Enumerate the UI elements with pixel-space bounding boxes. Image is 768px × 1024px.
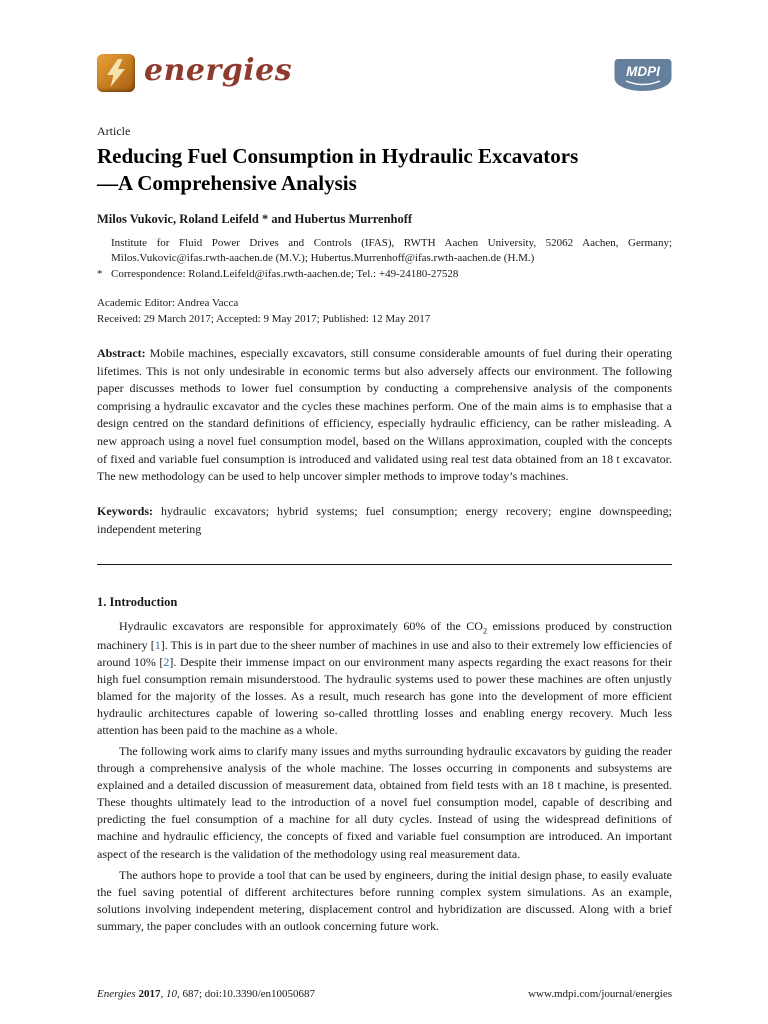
citation-ref[interactable]: 2 <box>163 655 170 670</box>
section-divider <box>97 564 672 565</box>
keywords-text: hydraulic excavators; hybrid systems; fuel consumption; energy recovery; engine downspeeding; independent metering <box>97 503 672 536</box>
intro-paragraph-1: Hydraulic excavators are responsible for approximately 60% of the $CO_2$ emissions produced by construction machinery [1]. This is in part due to the sheer number of machines in use and also to their extremely low efficiencies of around 10% [2]. Despite their immense impact on our environment many aspects regarding the exact reasons for their high fuel consumption remain misunderstood. The hydraulic systems used to power these machines are often unjustly blamed for the majority of the losses. As a result, much research has gone into the development of more efficient hydraulic architectures capable of lowering so-called throttling losses and enabling energy recovery. Much less attention has been paid to the machine as a whole. <box>97 619 673 738</box>
authors-line: Milos Vukovic, Roland Leifeld * and Hubertus Murrenhoff <box>97 211 413 226</box>
mdpi-logo <box>614 58 672 97</box>
abstract-label: Abstract: <box>97 345 146 360</box>
correspondence-line <box>97 267 672 282</box>
footer-journal-url[interactable]: www.mdpi.com/journal/energies <box>528 988 672 1000</box>
abstract-text: Mobile machines, especially excavators, still consume considerable amounts of fuel during their operating lifetimes. This is not only undesirable in economic terms but also adversely affects our environment. The following paper discusses methods to lower fuel consumption by conducting a comprehensive analysis of the components comprising a hydraulic excavator and the cycles these machines perform. One of the main aims is to emphasise that a design centred on the standard definitions of efficiency, especially hydraulic efficiency, can be rather misleading. A new approach using a novel fuel consumption model, based on the Willans approximation, coupled with the concepts of fixed and variable fuel consumption is introduced and validated using real test data obtained from an 18 t excavator. The new methodology can be used to help uncover simpler methods to improve today’s machines. <box>97 345 672 484</box>
meta-block <box>97 295 672 328</box>
article-type-label: Article <box>97 124 131 138</box>
page-footer <box>97 988 672 1000</box>
abstract-block <box>97 345 672 486</box>
journal-name: energies <box>144 53 293 88</box>
intro-paragraph-3: The authors hope to provide a tool that can be used by engineers, during the initial design phase, to easily evaluate the fuel saving potential of different architectures before running complex system simulations. As an example, solutions involving independent metering, displacement control and hybridization are discussed. Along with a brief summary, the paper concludes with an outlook concerning future work. <box>97 867 672 933</box>
introduction-section <box>97 595 672 935</box>
citation-ref[interactable]: 1 <box>154 638 161 653</box>
mdpi-logo-text: MDPI <box>626 64 660 79</box>
keywords-label: Keywords: <box>97 503 153 518</box>
intro-paragraph-2: The following work aims to clarify many issues and myths surrounding hydraulic excavators by guiding the reader through a comprehensive analysis of the whole machine. The losses occurring in components and subsystems are explained and a detailed discussion of measurement data, obtained from field tests with an 18 t machine, is presented. These thoughts ultimately lead to the introduction of a novel fuel consumption model, capable of describing and predicting the fuel consumption of a machine for all duty cycles. Instead of using the widespread definitions of machine and hydraulic efficiency, the concepts of fixed and variable fuel consumption are introduced. An important aspect of the research is the validation of the methodology using real measurement data. <box>97 744 672 861</box>
keywords-block <box>97 503 672 538</box>
correspondence-marker: * <box>97 267 103 280</box>
affiliation-text: Institute for Fluid Power Drives and Controls (IFAS), RWTH Aachen University, 52062 Aachen, Germany; Milos.Vukovic@ifas.rwth-aachen.de (M.V.); Hubertus.Murrenhoff@ifas.rwth-aachen.de (H.M.) <box>111 236 672 265</box>
energies-logo <box>97 54 292 92</box>
section-heading-introduction: 1. Introduction <box>97 595 178 610</box>
dates-line: Received: 29 March 2017; Accepted: 9 May 2017; Published: 12 May 2017 <box>97 313 431 326</box>
lightning-icon <box>97 54 135 92</box>
page-header <box>97 54 672 97</box>
academic-editor-line: Academic Editor: Andrea Vacca <box>97 296 239 309</box>
page-title: Reducing Fuel Consumption in Hydraulic Excavators—A Comprehensive Analysis <box>97 144 579 195</box>
correspondence-text: Correspondence: Roland.Leifeld@ifas.rwth-aachen.de; Tel.: +49-24180-27528 <box>111 267 459 280</box>
footer-citation: Energies 2017, 10, 687; doi:10.3390/en10050687 <box>97 988 316 1000</box>
